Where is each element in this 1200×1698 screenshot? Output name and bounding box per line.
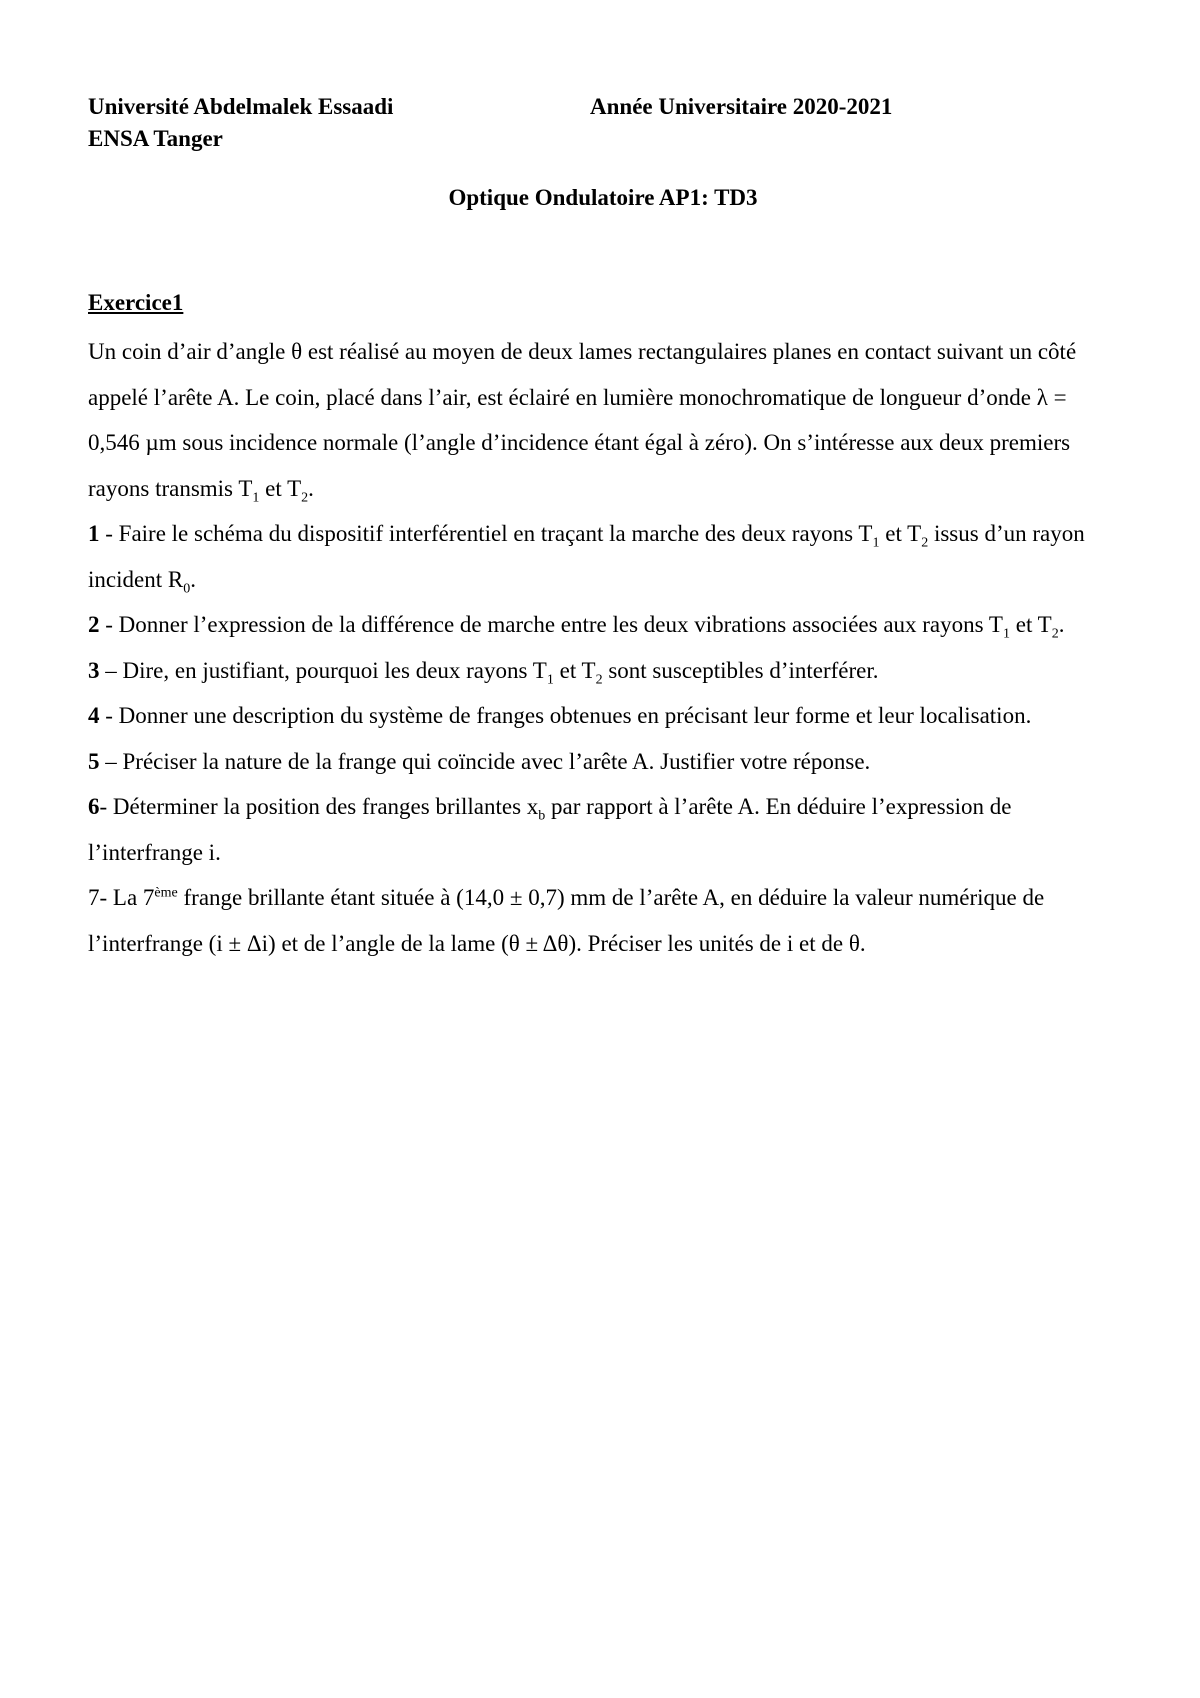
question-text: sont susceptibles d’interférer. [602, 657, 879, 683]
question-number: 6 [88, 794, 100, 819]
question-text: frange brillante étant située à (14,0 ± 0,7) mm de l’arête A, en déduire la valeur numérique de l’interfrange (i ± Δi) et de l’angle de la lame (θ ± Δθ). Préciser les unités de i et de θ. [88, 885, 1045, 956]
intro-text: et T [259, 475, 302, 501]
question-text: – Préciser la nature de la frange qui coïncide avec l’arête A. Justifier votre réponse. [99, 748, 871, 774]
question-sub: 2 [921, 535, 929, 551]
exercise-body [88, 329, 1118, 966]
intro-text: . [308, 475, 314, 501]
intro-sub: 2 [301, 490, 309, 506]
question-number: 4 [88, 703, 100, 728]
question-sub: 0 [183, 581, 191, 597]
question-5 [88, 739, 1118, 785]
question-number: 2 [88, 612, 100, 637]
academic-year: Année Universitaire 2020-2021 [590, 94, 893, 119]
question-sub: 1 [1002, 626, 1010, 642]
intro-sub: 1 [252, 490, 260, 506]
question-sub: 1 [872, 535, 880, 551]
question-4 [88, 693, 1118, 739]
question-text: 7- La 7 [88, 885, 155, 910]
question-sub: 2 [595, 672, 603, 688]
question-text: et T [553, 657, 596, 683]
header-row [88, 90, 1118, 124]
question-text: et T [1009, 612, 1052, 637]
question-number: 1 [88, 521, 100, 546]
question-text: . [190, 566, 196, 592]
question-text: - Donner l’expression de la différence de marche entre les deux vibrations associées aux rayons T [99, 612, 1003, 637]
question-3 [88, 648, 1118, 694]
question-sub: b [538, 808, 546, 824]
question-text: issus d’un rayon incident R [88, 521, 1085, 592]
document-title: Optique Ondulatoire AP1: TD3 [448, 185, 758, 210]
question-1 [88, 511, 1118, 602]
school-name: ENSA Tanger [88, 126, 223, 151]
question-text: par rapport à l’arête A. En déduire l’expression de l’interfrange i. [88, 794, 1012, 865]
question-text: - Faire le schéma du dispositif interférentiel en traçant la marche des deux rayons T [99, 521, 873, 546]
question-text: - Déterminer la position des franges brillantes x [99, 794, 539, 819]
exercise-intro [88, 329, 1118, 511]
question-number: 3 [88, 657, 100, 683]
university-name: Université Abdelmalek Essaadi [88, 94, 394, 119]
question-text: – Dire, en justifiant, pourquoi les deux rayons T [99, 657, 547, 683]
question-2 [88, 602, 1118, 648]
intro-text: Un coin d’air d’angle θ est réalisé au moyen de deux lames rectangulaires planes en contact suivant un côté appelé l’arête A. Le coin, placé dans l’air, est éclairé en lumière monochromatique de longueur d’onde λ = 0,546 µm sous incidence normale (l’angle d’incidence étant égal à zéro). On s’intéresse aux deux premiers rayons transmis T [88, 339, 1077, 501]
question-text: - Donner une description du système de franges obtenues en précisant leur forme et leur localisation. [99, 703, 1032, 728]
question-sup: ème [154, 885, 178, 901]
exercise-title: Exercice1 [88, 290, 184, 315]
question-text: . [1058, 612, 1065, 637]
document-page [88, 0, 1118, 1698]
question-7 [88, 875, 1118, 966]
question-text: et T [879, 521, 922, 546]
question-sub: 1 [546, 672, 554, 688]
question-sub: 2 [1051, 626, 1059, 642]
question-6 [88, 784, 1118, 875]
question-number: 5 [88, 748, 100, 774]
